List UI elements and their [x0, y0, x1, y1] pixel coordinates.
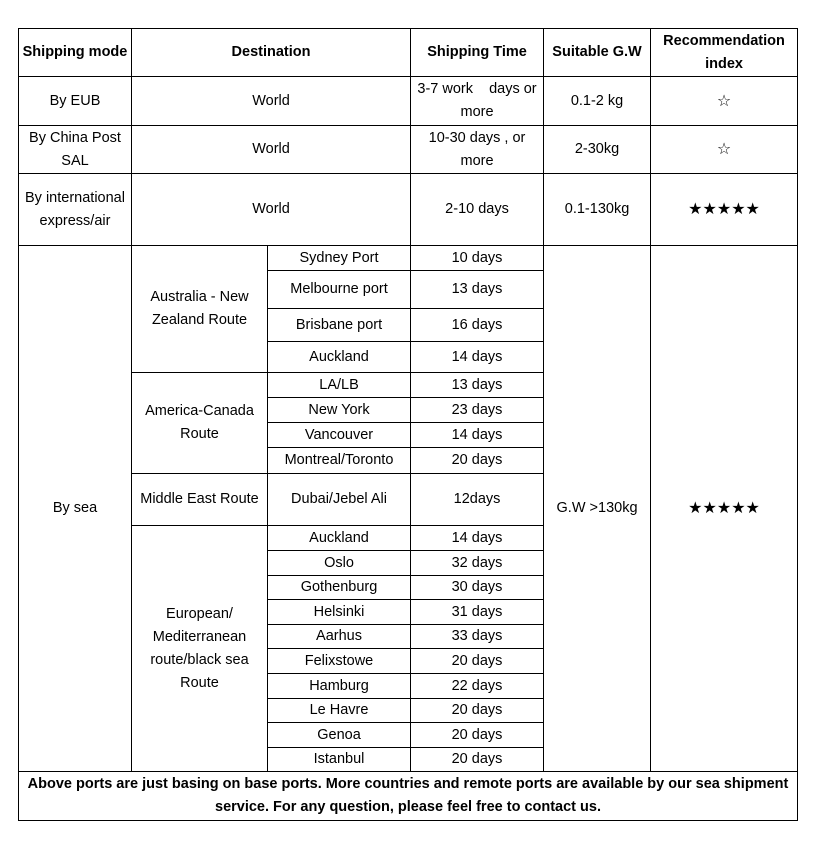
days-cell: 16 days [411, 309, 544, 342]
gw-cell: 0.1-2 kg [544, 77, 651, 126]
table-row [19, 77, 798, 126]
port-cell: Oslo [268, 551, 411, 576]
port-cell: Melbourne port [268, 271, 411, 309]
days-cell: 10 days [411, 246, 544, 271]
port-cell: Istanbul [268, 748, 411, 772]
destination-cell: World [132, 126, 411, 174]
header-suitable-gw: Suitable G.W [544, 29, 651, 77]
days-cell: 13 days [411, 271, 544, 309]
port-cell: Aarhus [268, 625, 411, 649]
days-cell: 20 days [411, 448, 544, 474]
port-cell: LA/LB [268, 373, 411, 398]
footer-note: Above ports are just basing on base ports. More countries and remote ports are available by our sea shipment service. For any question, please feel free to contact us. [19, 772, 798, 821]
days-cell: 20 days [411, 649, 544, 674]
mode-cell: By China Post SAL [19, 126, 132, 174]
header-shipping-time: Shipping Time [411, 29, 544, 77]
days-cell: 14 days [411, 423, 544, 448]
days-cell: 20 days [411, 723, 544, 748]
time-text: 3-7 work days or more [417, 81, 541, 120]
time-cell [411, 77, 544, 126]
port-cell: Sydney Port [268, 246, 411, 271]
days-cell: 30 days [411, 576, 544, 600]
port-cell: Hamburg [268, 674, 411, 699]
time-cell: 10-30 days , or more [411, 126, 544, 174]
days-cell: 20 days [411, 699, 544, 723]
destination-cell: World [132, 77, 411, 126]
port-cell: Le Havre [268, 699, 411, 723]
route-cell: Middle East Route [132, 474, 268, 526]
footer-row [19, 772, 798, 821]
days-cell: 32 days [411, 551, 544, 576]
port-cell: Helsinki [268, 600, 411, 625]
route-name: European/ Mediterranean route/black sea Route [150, 605, 249, 691]
route-cell: America-Canada Route [132, 373, 268, 474]
port-cell: Felixstowe [268, 649, 411, 674]
gw-cell: 0.1-130kg [544, 174, 651, 246]
header-destination: Destination [132, 29, 411, 77]
table-row [19, 126, 798, 174]
port-cell: Genoa [268, 723, 411, 748]
sea-rating-stars-icon: ★★★★★ [651, 246, 798, 772]
shipping-table [18, 28, 798, 821]
port-cell: Auckland [268, 342, 411, 373]
route-cell [132, 526, 268, 772]
days-cell: 23 days [411, 398, 544, 423]
route-cell: Australia - New Zealand Route [132, 246, 268, 373]
destination-cell: World [132, 174, 411, 246]
table-row [19, 174, 798, 246]
time-cell: 2-10 days [411, 174, 544, 246]
days-cell: 14 days [411, 342, 544, 373]
rating-stars-icon: ★★★★★ [651, 174, 798, 246]
sea-gw-cell: G.W >130kg [544, 246, 651, 772]
days-cell: 12days [411, 474, 544, 526]
days-cell: 20 days [411, 748, 544, 772]
port-cell: Dubai/Jebel Ali [268, 474, 411, 526]
rating-star-icon: ☆ [651, 126, 798, 174]
days-cell: 33 days [411, 625, 544, 649]
port-cell: New York [268, 398, 411, 423]
gw-cell: 2-30kg [544, 126, 651, 174]
rating-star-icon: ☆ [651, 77, 798, 126]
days-cell: 22 days [411, 674, 544, 699]
port-cell: Gothenburg [268, 576, 411, 600]
port-cell: Auckland [268, 526, 411, 551]
mode-cell: By EUB [19, 77, 132, 126]
header-shipping-mode: Shipping mode [19, 29, 132, 77]
mode-cell: By international express/air [19, 174, 132, 246]
header-row [19, 29, 798, 77]
days-cell: 14 days [411, 526, 544, 551]
port-cell: Vancouver [268, 423, 411, 448]
table-row [19, 246, 798, 271]
days-cell: 13 days [411, 373, 544, 398]
port-cell: Montreal/Toronto [268, 448, 411, 474]
port-cell: Brisbane port [268, 309, 411, 342]
header-recommendation-index: Recommendation index [651, 29, 798, 77]
sea-mode-cell: By sea [19, 246, 132, 772]
days-cell: 31 days [411, 600, 544, 625]
